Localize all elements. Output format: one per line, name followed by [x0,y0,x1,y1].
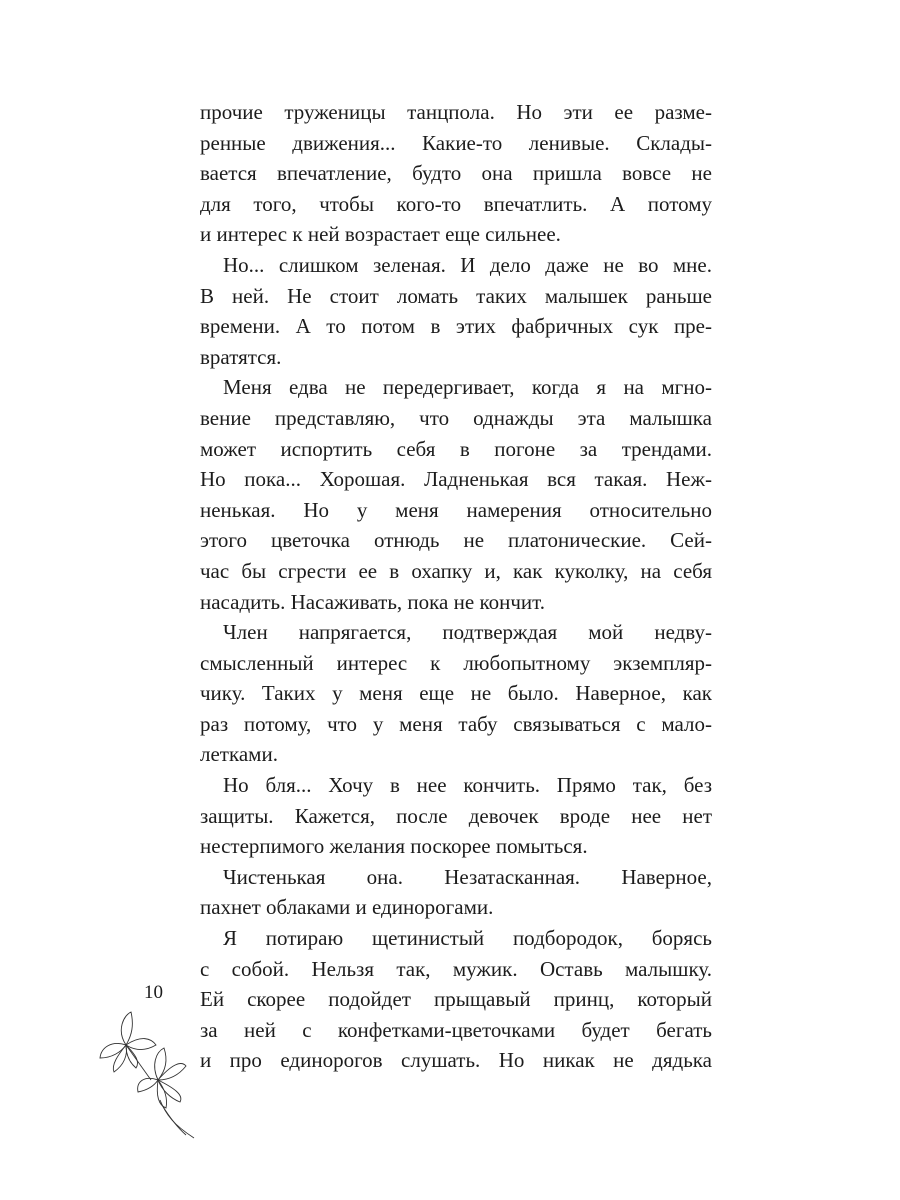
flower-illustration-icon [96,1010,206,1140]
text-line: чику. Таких у меня еще не было. Наверное, как [200,681,712,706]
text-line: Я потираю щетинистый подбородок, борясь [223,926,712,951]
paragraph [200,617,712,770]
text-line: Но пока... Хорошая. Ладненькая вся такая. Неж- [200,467,712,492]
text-line: Член напрягается, подтверждая мой недву- [223,620,712,645]
text-line: за ней с конфетками-цветочками будет бегать [200,1017,712,1042]
text-line: насадить. Насаживать, пока не кончит. [200,589,545,614]
text-line: нестерпимого желания поскорее помыться. [200,834,588,859]
text-line: прочие труженицы танцпола. Но эти ее разме- [200,100,712,124]
text-line: вратятся. [200,344,282,369]
paragraph [200,372,712,617]
text-line: ренные движения... Какие-то ленивые. Склады- [200,130,712,155]
text-line: может испортить себя в погоне за трендами. [200,436,712,461]
text-line: для того, чтобы кого-то впечатлить. А потому [200,191,712,216]
text-line: вение представляю, что однажды эта малышка [200,405,712,430]
text-line: раз потому, что у меня табу связываться с мало- [200,711,712,736]
text-line: Но бля... Хочу в нее кончить. Прямо так, без [223,773,712,798]
text-line: времени. А то потом в этих фабричных сук пре- [200,314,712,339]
paragraph [200,862,712,923]
text-line: В ней. Не стоит ломать таких малышек раньше [200,283,712,308]
body-text [200,97,712,1076]
text-line: с собой. Нельзя так, мужик. Оставь малышку. [200,956,712,981]
paragraph [200,250,712,372]
paragraph [200,770,712,862]
text-line: смысленный интерес к любопытному экземпляр- [200,650,712,675]
paragraph [200,97,712,250]
text-line: Ей скорее подойдет прыщавый принц, который [200,987,712,1012]
text-line: защиты. Кажется, после девочек вроде нее нет [200,803,712,828]
text-line: ненькая. Но у меня намерения относительно [200,497,712,522]
text-line: этого цветочка отнюдь не платонические. Сей- [200,528,712,553]
text-line: Чистенькая она. Незатасканная. Наверное, [223,864,712,889]
text-line: вается впечатление, будто она пришла вовсе не [200,161,712,186]
text-line: Меня едва не передергивает, когда я на мгно- [223,375,712,400]
page-number: 10 [144,982,163,1003]
text-line: и интерес к ней возрастает еще сильнее. [200,222,561,247]
text-line: пахнет облаками и единорогами. [200,895,494,920]
text-line: Но... слишком зеленая. И дело даже не во мне. [223,252,712,277]
text-line: час бы сгрести ее в охапку и, как куколку, на себя [200,558,712,583]
text-line: летками. [200,742,278,767]
text-line: и про единорогов слушать. Но никак не дядька [200,1048,712,1073]
paragraph [200,923,712,1076]
